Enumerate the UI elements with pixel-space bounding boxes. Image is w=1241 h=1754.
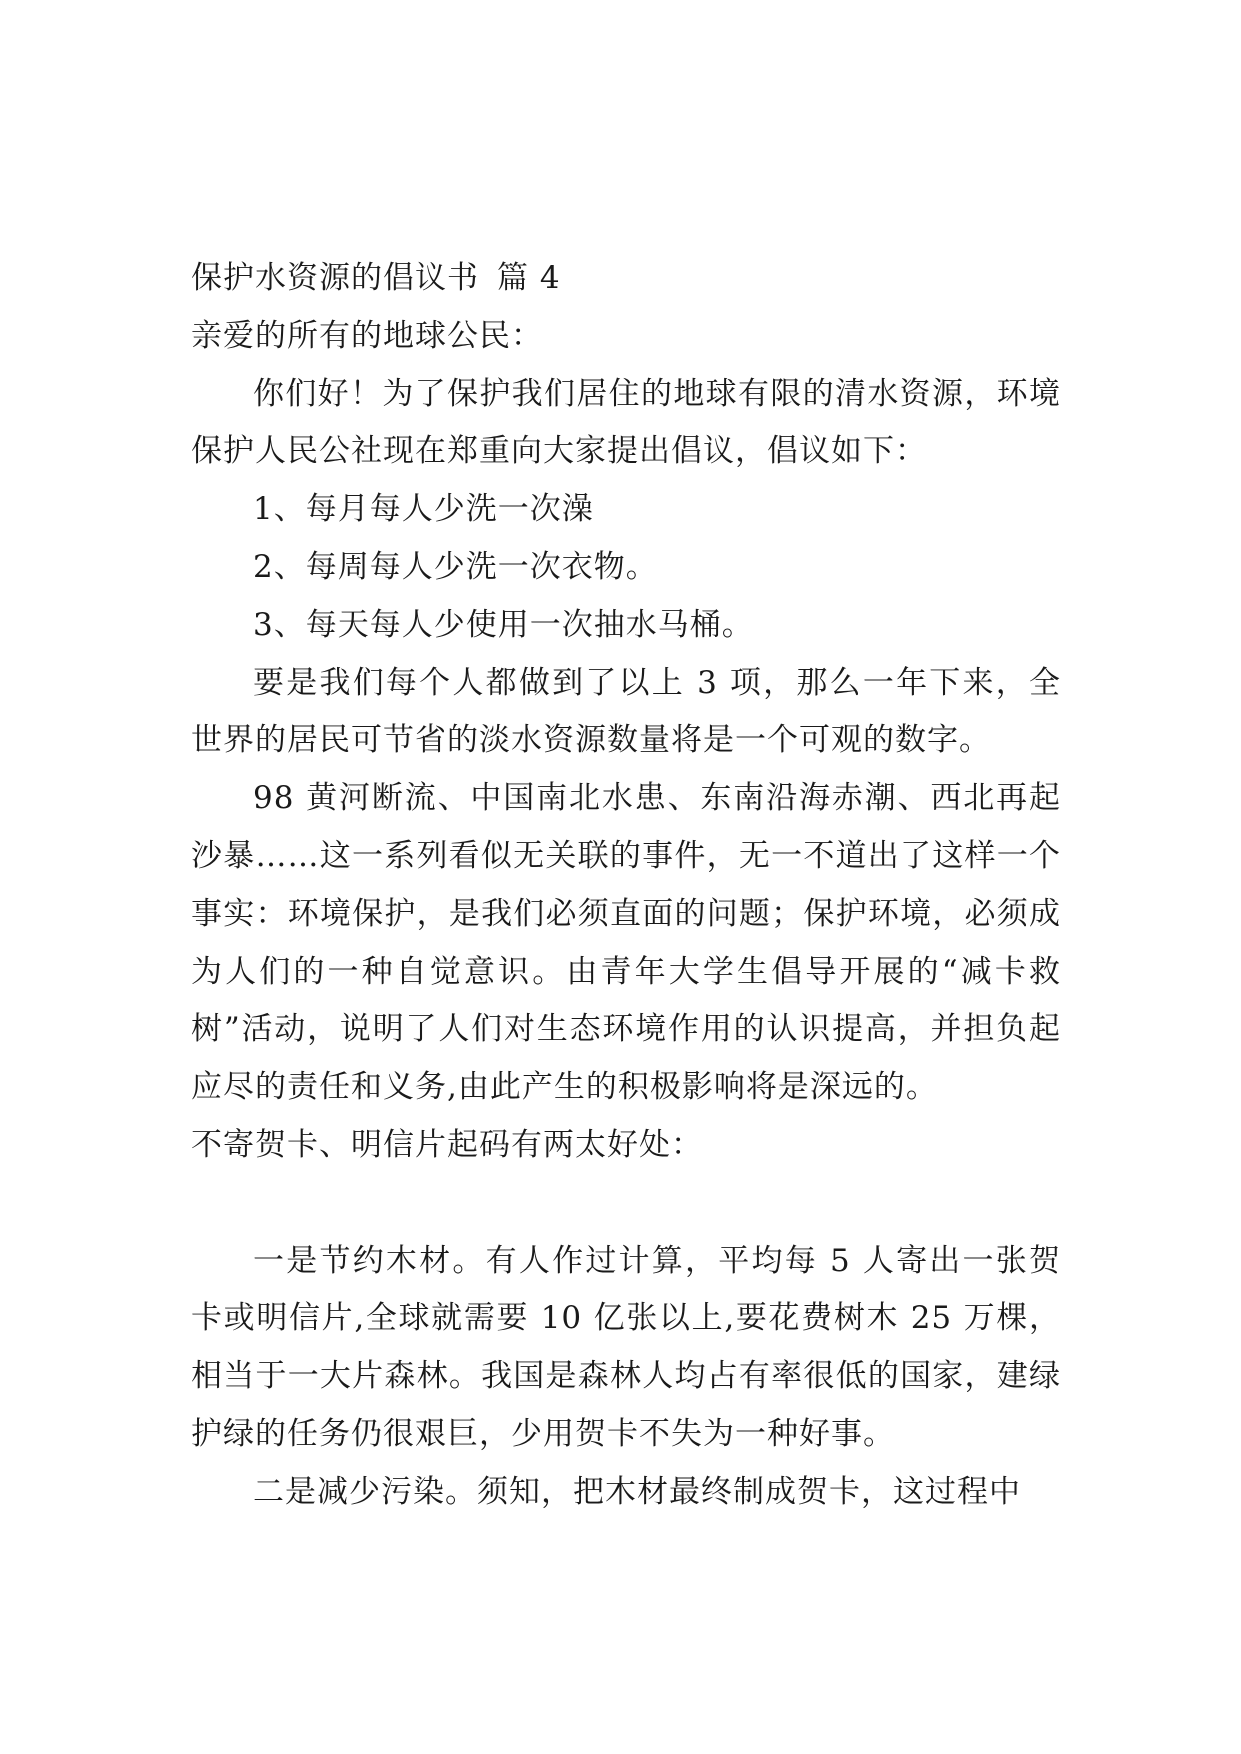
wood-paragraph: 一是节约木材。有人作过计算，平均每 5 人寄出一张贺卡或明信片,全球就需要 10 亿张以上,要花费树木 25 万棵，相当于一大片森林。我国是森林人均占有率很低的国家，建绿护绿的任务仍很艰巨，少用贺卡不失为一种好事。 [191, 1242, 1061, 1452]
proposal-item-2: 2、每周每人少洗一次衣物。 [253, 548, 658, 585]
document-title-suffix: 篇 4 [497, 260, 561, 296]
proposal-item-1: 1、每月每人少洗一次澡 [253, 491, 594, 528]
events-paragraph: 98 黄河断流、中国南北水患、东南沿海赤潮、西北再起沙暴……这一系列看似无关联的事件，无一不道出了这样一个事实：环境保护，是我们必须直面的问题；保护环境，必须成为人们的一种自觉意识。由青年大学生倡导开展的“减卡救树”活动，说明了人们对生态环境作用的认识提高，并担负起应尽的责任和义务,由此产生的积极影响将是深远的。 [191, 780, 1061, 1106]
salutation: 亲爱的所有的地球公民： [191, 317, 543, 354]
document-title: 保护水资源的倡议书 [191, 260, 479, 296]
greeting-paragraph: 你们好！为了保护我们居住的地球有限的清水资源，环境保护人民公社现在郑重向大家提出倡议，倡议如下： [191, 375, 1061, 470]
savings-paragraph: 要是我们每个人都做到了以上 3 项，那么一年下来，全世界的居民可节省的淡水资源数量将是一个可观的数字。 [191, 664, 1061, 759]
document-title-line [191, 250, 1061, 308]
paragraph-gap [191, 1175, 1061, 1233]
document-body [191, 250, 1061, 1522]
proposal-item-3: 3、每天每人少使用一次抽水马桶。 [253, 606, 754, 643]
pollution-paragraph: 二是减少污染。须知，把木材最终制成贺卡，这过程中 [253, 1473, 1021, 1510]
benefits-intro: 不寄贺卡、明信片起码有两太好处： [191, 1126, 703, 1163]
